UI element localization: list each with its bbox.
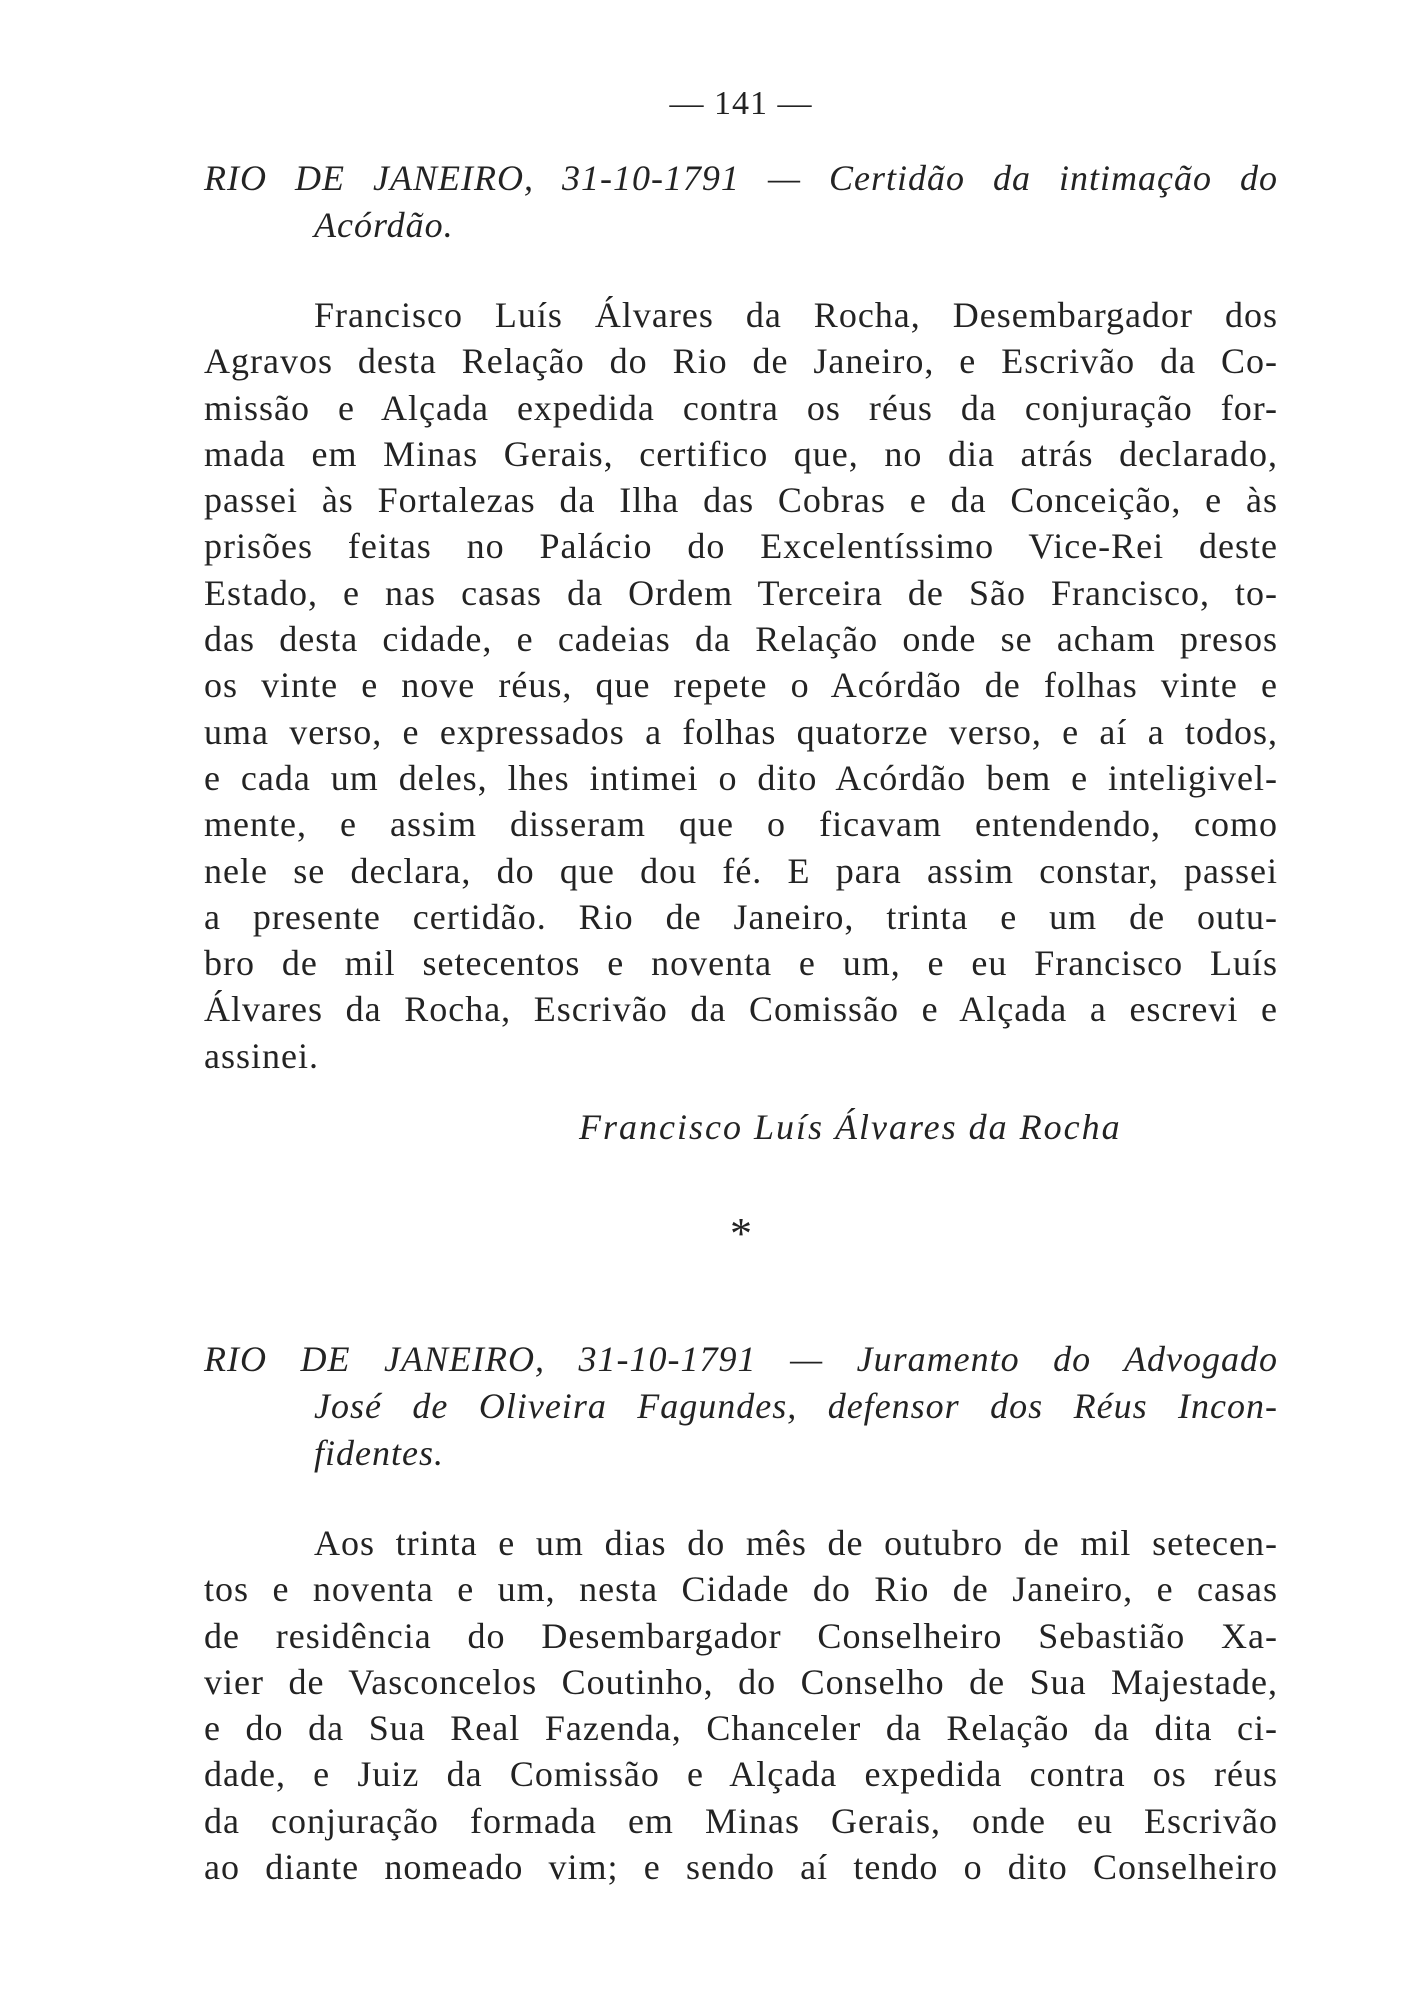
body-line: e do da Sua Real Fazenda, Chanceler da Relação da dita ci- <box>204 1708 1278 1749</box>
body-line: missão e Alçada expedida contra os réus da conjuração for- <box>204 387 1278 428</box>
body-line: tos e noventa e um, nesta Cidade do Rio de Janeiro, e casas <box>204 1569 1278 1610</box>
body-line: Estado, e nas casas da Ordem Terceira de São Francisco, to- <box>204 572 1278 613</box>
signature: Francisco Luís Álvares da Rocha <box>579 1107 1122 1147</box>
body-line: nele se declara, do que dou fé. E para assim constar, passei <box>204 850 1278 891</box>
entry-heading-line: José de Oliveira Fagundes, defensor dos Réus Incon- <box>314 1386 1278 1426</box>
body-line: a presente certidão. Rio de Janeiro, trinta e um de outu- <box>204 896 1278 937</box>
page-number: — 141 — <box>669 85 813 122</box>
body-line: Aos trinta e um dias do mês de outubro de mil setecen- <box>314 1523 1278 1563</box>
body-line: da conjuração formada em Minas Gerais, onde eu Escrivão <box>204 1800 1278 1841</box>
entry-heading <box>204 155 1278 249</box>
body-line: Álvares da Rocha, Escrivão da Comissão e Alçada a escrevi e <box>204 989 1278 1030</box>
body-line: uma verso, e expressados a folhas quatorze verso, e aí a todos, <box>204 711 1278 752</box>
body-line: os vinte e nove réus, que repete o Acórdão de folhas vinte e <box>204 665 1278 706</box>
body-line: e cada um deles, lhes intimei o dito Acórdão bem e inteligivel- <box>204 757 1278 798</box>
entry-body <box>204 292 1278 1079</box>
body-line: bro de mil setecentos e noventa e um, e eu Francisco Luís <box>204 943 1278 984</box>
body-line: vier de Vasconcelos Coutinho, do Conselho de Sua Majestade, <box>204 1661 1278 1702</box>
body-line: Agravos desta Relação do Rio de Janeiro, e Escrivão da Co- <box>204 341 1278 382</box>
entry-heading <box>204 1336 1278 1477</box>
entry-heading-line: Acórdão. <box>314 205 454 245</box>
body-line: assinei. <box>204 1035 319 1076</box>
entry-body <box>204 1520 1278 1890</box>
body-line: ao diante nomeado vim; e sendo aí tendo o dito Conselheiro <box>204 1847 1278 1888</box>
body-line: prisões feitas no Palácio do Excelentíssimo Vice-Rei deste <box>204 526 1278 567</box>
body-line: dade, e Juiz da Comissão e Alçada expedida contra os réus <box>204 1754 1278 1795</box>
body-line: mada em Minas Gerais, certifico que, no dia atrás declarado, <box>204 433 1278 474</box>
body-line: Francisco Luís Álvares da Rocha, Desembargador dos <box>314 295 1278 335</box>
section-separator: * <box>730 1209 752 1258</box>
entry-heading-line: RIO DE JANEIRO, 31-10-1791 — Certidão da intimação do <box>204 158 1278 198</box>
body-line: passei às Fortalezas da Ilha das Cobras e da Conceição, e às <box>204 480 1278 521</box>
entry-heading-line: RIO DE JANEIRO, 31-10-1791 — Juramento do Advogado <box>204 1339 1278 1379</box>
body-line: das desta cidade, e cadeias da Relação onde se acham presos <box>204 619 1278 660</box>
body-line: mente, e assim disseram que o ficavam entendendo, como <box>204 804 1278 845</box>
body-line: de residência do Desembargador Conselheiro Sebastião Xa- <box>204 1615 1278 1656</box>
entry-heading-line: fidentes. <box>314 1433 444 1473</box>
